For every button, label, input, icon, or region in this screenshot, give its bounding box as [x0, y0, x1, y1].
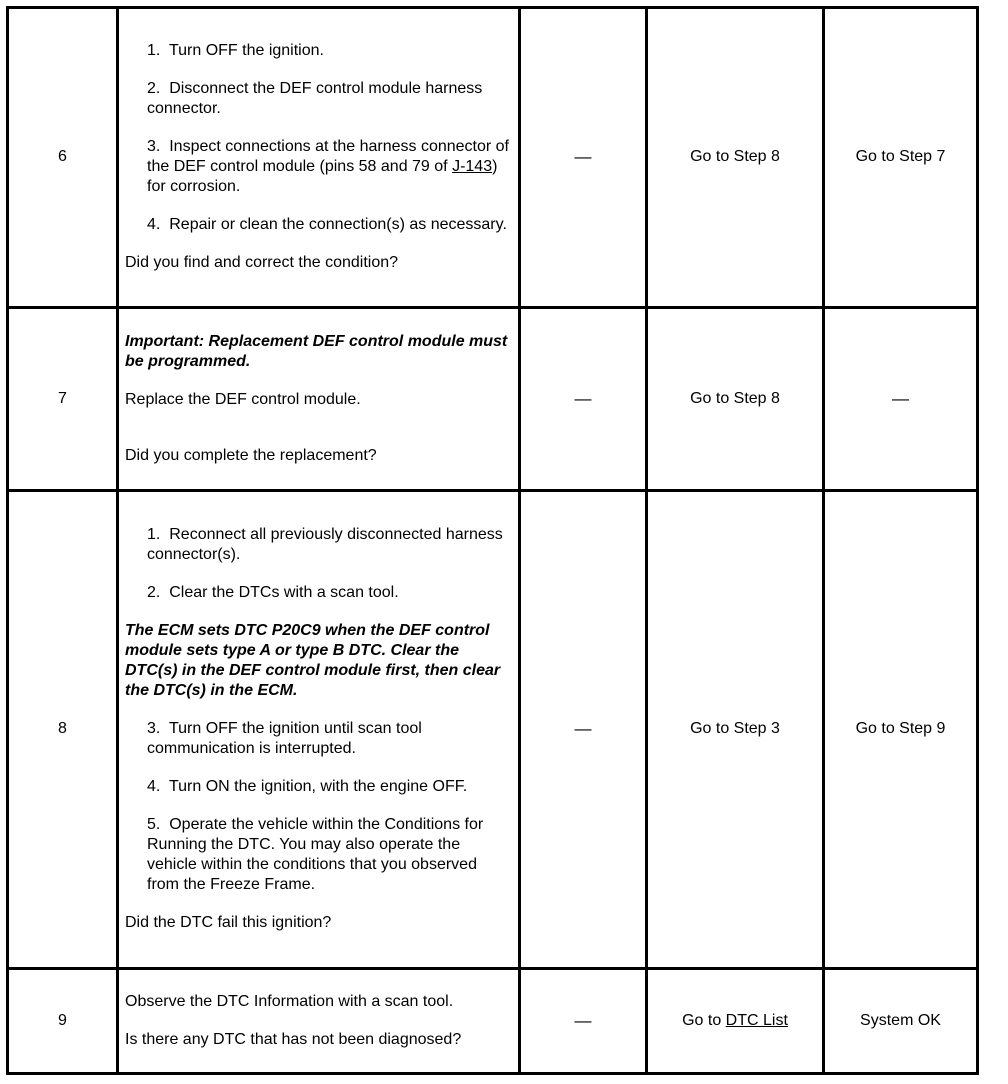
j-143-link[interactable]: J-143	[452, 158, 493, 176]
yes-cell: Go to Step 8	[647, 9, 824, 307]
action-item: 2. Disconnect the DEF control module harness connector.	[147, 80, 487, 118]
no-cell: Go to Step 7	[824, 9, 977, 307]
no-cell: System OK	[824, 968, 977, 1072]
table-row	[9, 307, 976, 490]
action-item: 2. Clear the DTCs with a scan tool.	[147, 584, 399, 601]
action-cell	[118, 9, 520, 307]
action-cell	[118, 490, 520, 968]
action-item: 1. Turn OFF the ignition.	[147, 42, 324, 60]
value-cell: —	[520, 9, 647, 307]
action-item: 4. Turn ON the ignition, with the engine OFF.	[147, 778, 468, 795]
action-item: 1. Reconnect all previously disconnected harness connector(s).	[147, 526, 508, 563]
action-item: 3. Inspect connections at the harness connector of the DEF control module (pins 58 and 79 of J-143) for corrosion.	[147, 138, 514, 196]
value-cell: —	[520, 490, 647, 968]
table-row	[9, 968, 976, 1072]
important-note: Important: Replacement DEF control module must be programmed.	[125, 332, 508, 370]
action-item: 4. Repair or clean the connection(s) as necessary.	[147, 216, 507, 234]
step-number: 9	[9, 968, 118, 1072]
action-cell	[118, 307, 520, 490]
no-cell: —	[824, 307, 977, 490]
action-item: 5. Operate the vehicle within the Conditions for Running the DTC. You may also operate the vehicle within the conditions that you observed from the Freeze Frame.	[147, 816, 488, 893]
important-note: The ECM sets DTC P20C9 when the DEF control module sets type A or type B DTC. Clear the DTC(s) in the DEF control module first, then clear the DTC(s) in the ECM.	[125, 622, 501, 699]
question-text: Is there any DTC that has not been diagnosed?	[125, 1030, 462, 1048]
step-number: 8	[9, 490, 118, 968]
step-number: 6	[9, 9, 118, 307]
question-text: Did the DTC fail this ignition?	[125, 914, 332, 931]
yes-cell: Go to DTC List	[647, 968, 824, 1072]
yes-cell: Go to Step 8	[647, 307, 824, 490]
action-item: Replace the DEF control module.	[125, 390, 361, 408]
diagnostic-table-frame	[6, 6, 979, 1075]
step-number: 7	[9, 307, 118, 490]
dtc-list-link[interactable]: DTC List	[725, 1011, 788, 1029]
no-cell: Go to Step 9	[824, 490, 977, 968]
diagnostic-table	[9, 9, 976, 1072]
table-row	[9, 490, 976, 968]
yes-cell: Go to Step 3	[647, 490, 824, 968]
action-item: Observe the DTC Information with a scan tool.	[125, 992, 454, 1010]
value-cell: —	[520, 968, 647, 1072]
value-cell: —	[520, 307, 647, 490]
action-item: 3. Turn OFF the ignition until scan tool communication is interrupted.	[147, 720, 427, 757]
action-cell	[118, 968, 520, 1072]
table-row	[9, 9, 976, 307]
question-text: Did you find and correct the condition?	[125, 254, 399, 272]
question-text: Did you complete the replacement?	[125, 446, 377, 464]
